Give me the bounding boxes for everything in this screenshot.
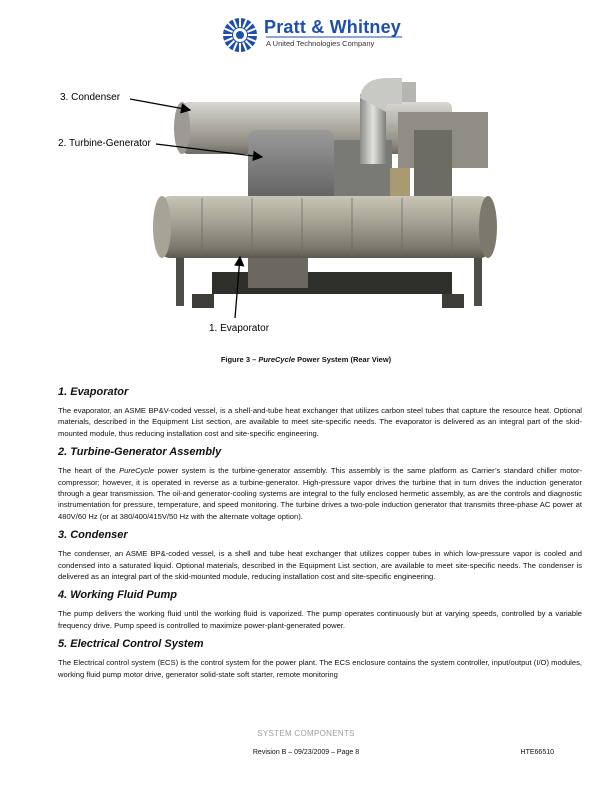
- brand-name: Pratt & Whitney: [264, 17, 402, 37]
- section-heading-working-fluid-pump: 4. Working Fluid Pump: [58, 589, 177, 602]
- caption-suffix: Power System (Rear View): [295, 355, 392, 364]
- section-heading-evaporator: 1. Evaporator: [58, 386, 129, 398]
- section-body-working-fluid-pump: The pump delivers the working fluid until the working fluid is vaporized. The pump operates continuously but at varying speeds, controlled by a variable frequency drive. Pump speed is controlled to maximize power-plant-generated power.: [58, 609, 582, 630]
- logo-text: [264, 17, 401, 48]
- section-heading-electrical-control-system: 5. Electrical Control System: [58, 638, 204, 651]
- section-body-turbine-generator: [58, 465, 582, 522]
- callout-evaporator: 1. Evaporator: [209, 323, 270, 334]
- caption-italic: PureCycle: [258, 355, 296, 364]
- caption-prefix: Figure 3 –: [220, 355, 259, 364]
- figure-caption: [0, 355, 612, 364]
- section-body-electrical-control-system: The Electrical control system (ECS) is the control system for the power plant. The ECS enclosure contains the system controller, input/output (I/O) modules, working fluid pump motor drive, generator solid-state soft starter, remote monitoring: [58, 658, 582, 679]
- body-text: power system is the turbine-generator assembly. This assembly is the same platform as Carrier’s standard chiller motor-compressor; however, it is operated in reverse as a turbine-generator. High-pressure vapor drives the turbine that in turn drives the induction generator through a gear transmission. The oil-and generator-cooling systems are integral to the fully enclosed hermetic assembly, as are the controls and diagnostic instrumentation for pressure, temperature, and speed monitoring. The turbine drives a two-pole induction generator that transmits three-phase AC power at 480V/60 Hz (or at 380/400/415V/50 Hz with the alternate voltage option).: [58, 466, 582, 521]
- section-heading-turbine-generator: 2. Turbine-Generator Assembly: [58, 446, 222, 459]
- callout-turbine-generator: 2. Turbine-Generator: [58, 138, 151, 149]
- section-body-evaporator: The evaporator, an ASME BP&V-coded vessel, is a shell-and-tube heat exchanger that utilizes carbon steel tubes that capture the resource heat. Optional materials, described in the Equipment List section, are available to meet site-specific needs. The evaporator is delivered as an integral part of the skid-mounted module, thus reducing installation cost and site-specific engineering.: [58, 406, 582, 438]
- section-heading-condenser: 3. Condenser: [58, 529, 128, 542]
- section-body-condenser: The condenser, an ASME BP&-coded vessel, is a shell and tube heat exchanger that utilizes copper tubes in which low-pressure vapor is cooled and condensed into a saturated liquid. Optional materials, described in the Equipment List section, are available to meet site-specific needs. The condenser is delivered as an integral part of the skid-mounted module, reducing installation cost and site-specific engineering.: [58, 549, 582, 582]
- footer-section-title: SYSTEM COMPONENTS: [257, 729, 355, 738]
- brand-tagline: A United Technologies Company: [266, 39, 375, 48]
- body-text: The heart of the: [58, 466, 120, 476]
- footer-doc-number: HTE66510: [520, 749, 554, 756]
- body-italic: PureCycle: [119, 466, 155, 476]
- callout-condenser: 3. Condenser: [60, 92, 121, 103]
- footer-revision: Revision B – 09/23/2009 – Page 8: [252, 749, 360, 756]
- purecycle-power-system-photo: [152, 72, 510, 318]
- document-body: [58, 386, 582, 687]
